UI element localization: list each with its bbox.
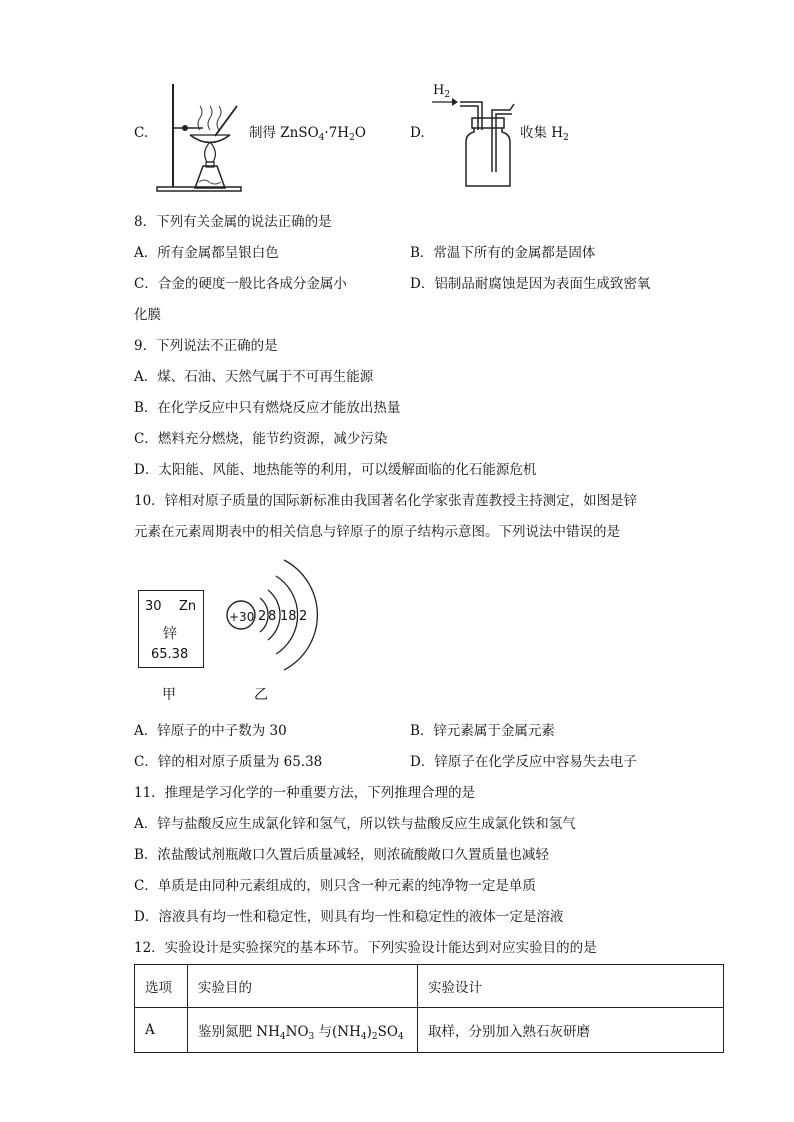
q12-experiment-table (134, 964, 724, 1053)
figure-label-jia: 甲 (162, 687, 176, 703)
q7-option-d-text: 收集 $H_2$ (520, 125, 569, 143)
electron-shell-2: 8 (268, 609, 277, 624)
h2-inlet-label: $H_2$ (433, 83, 451, 100)
q9-option-c: C．燃料充分燃烧，能节约资源，减少污染 (134, 431, 388, 447)
header-option: 选项 (135, 965, 188, 1008)
element-symbol: Zn (179, 599, 197, 614)
q9-option-d: D．太阳能、风能、地热能等的利用，可以缓解面临的化石能源危机 (134, 462, 537, 478)
row-a-design: 取样，分别加入熟石灰研磨 (418, 1008, 724, 1053)
q7-option-c-label: C. (134, 125, 149, 141)
periodic-table-cell-zinc (138, 590, 204, 668)
row-a-option: A (135, 1008, 188, 1053)
q9-option-a: A．煤、石油、天然气属于不可再生能源 (134, 369, 374, 385)
q7-option-c-text: 制得 $ZnSO_4\cdot 7H_2O$ (249, 125, 366, 143)
q10-option-d: D．锌原子在化学反应中容易失去电子 (410, 754, 637, 770)
electron-shell-3: 18 (280, 609, 297, 624)
q8-option-a: A．所有金属都呈银白色 (134, 245, 279, 261)
element-name: 锌 (163, 626, 177, 642)
q8-stem: 8．下列有关金属的说法正确的是 (134, 214, 332, 230)
q10-stem-line2: 元素在元素周期表中的相关信息与锌原子的原子结构示意图。下列说法中错误的是 (134, 524, 620, 540)
q10-option-a: A．锌原子的中子数为 30 (134, 723, 287, 739)
q11-option-b: B．浓盐酸试剂瓶敞口久置后质量减轻，则浓硫酸敞口久置质量也减轻 (134, 847, 549, 863)
figure-label-yi: 乙 (254, 687, 268, 703)
table-row (135, 1008, 724, 1053)
table-header-row (135, 965, 724, 1008)
q10-option-b: B．锌元素属于金属元素 (410, 723, 555, 739)
q8-option-b: B．常温下所有的金属都是固体 (410, 245, 596, 261)
gas-collection-bottle-figure (430, 92, 520, 192)
q8-option-c: C．合金的硬度一般比各成分金属小 (134, 276, 347, 292)
q12-stem: 12．实验设计是实验探究的基本环节。下列实验设计能达到对应实验目的的是 (134, 940, 597, 956)
atomic-number: 30 (145, 599, 162, 614)
q11-option-a: A．锌与盐酸反应生成氯化锌和氢气，所以铁与盐酸反应生成氯化铁和氢气 (134, 816, 576, 832)
q9-option-b: B．在化学反应中只有燃烧反应才能放出热量 (134, 400, 401, 416)
q8-option-d-continued: 化膜 (134, 307, 161, 323)
electron-shell-4: 2 (299, 609, 308, 624)
heating-apparatus-figure (155, 80, 245, 195)
q10-option-c: C．锌的相对原子质量为 65.38 (134, 754, 323, 770)
electron-shell-1: 2 (258, 609, 267, 624)
q9-stem: 9．下列说法不正确的是 (134, 338, 278, 354)
row-a-purpose: 鉴别氮肥 $NH_4NO_3$ 与$(NH_4)_2SO_4$ (188, 1008, 418, 1053)
q10-stem-line1: 10．锌相对原子质量的国际新标准由我国著名化学家张青莲教授主持测定，如图是锌 (134, 493, 638, 509)
q11-stem: 11．推理是学习化学的一种重要方法，下列推理合理的是 (134, 785, 476, 801)
q8-option-d: D．铝制品耐腐蚀是因为表面生成致密氧 (410, 276, 651, 292)
atomic-mass: 65.38 (151, 647, 189, 662)
q11-option-c: C．单质是由同种元素组成的，则只含一种元素的纯净物一定是单质 (134, 878, 536, 894)
nucleus-charge: +30 (229, 610, 255, 624)
header-purpose: 实验目的 (188, 965, 418, 1008)
q11-option-d: D．溶液具有均一性和稳定性，则具有均一性和稳定性的液体一定是溶液 (134, 909, 564, 925)
header-design: 实验设计 (418, 965, 724, 1008)
q7-option-d-label: D. (410, 125, 425, 141)
